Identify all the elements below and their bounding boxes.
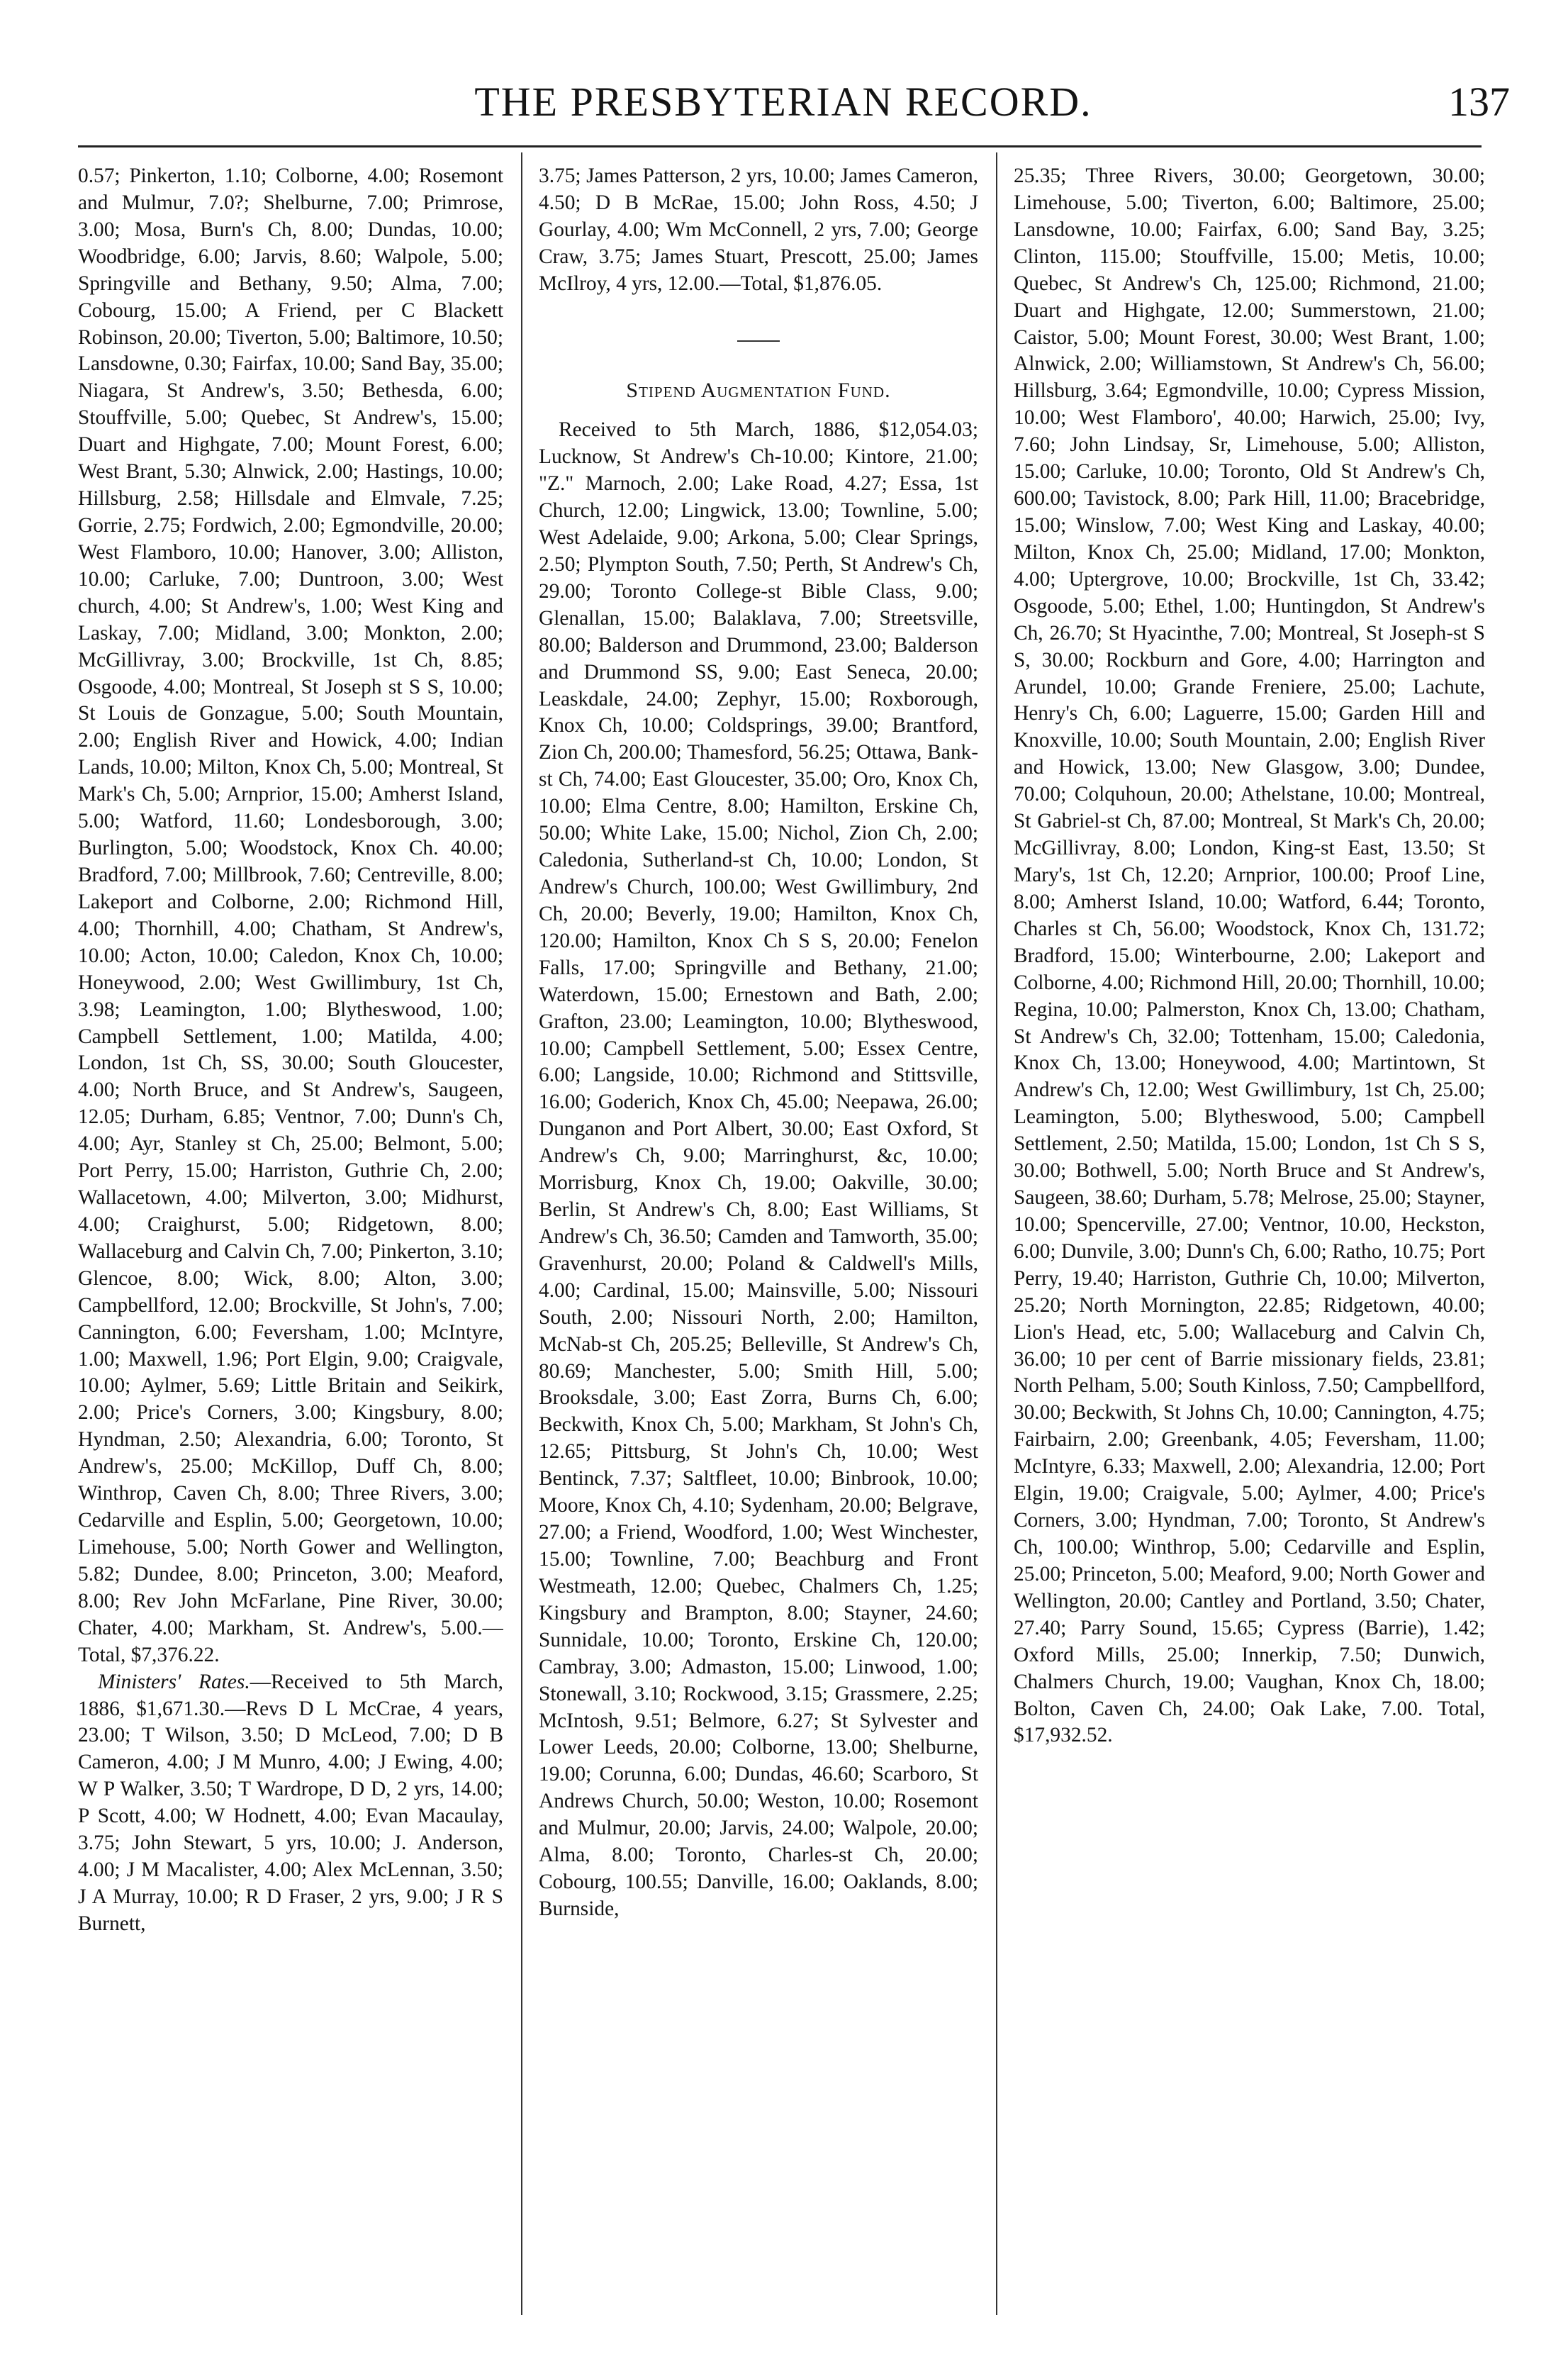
ministers-rates-heading: Ministers' Rates. [98, 1670, 250, 1693]
stipend-augmentation-heading: Stipend Augmentation Fund. [626, 378, 891, 402]
column-3-paragraph-1: 25.35; Three Rivers, 30.00; Georgetown, 30.00; Limehouse, 5.00; Tiverton, 6.00; Baltimore, 25.00; Lansdowne, 10.00; Fairfax, 6.00; Sand Bay, 3.25; Clinton, 115.00; Stouffville, 15.00; Metis, 10.00; Quebec, St Andrew's Ch, 125.00; Richmond, 21.00; Duart and Highgate, 12.00; Summerstown, 21.00; Caistor, 5.00; Mount Forest, 30.00; West Brant, 1.00; Alnwick, 2.00; Williamstown, St Andrew's Ch, 56.00; Hillsburg, 3.64; Egmondville, 10.00; Cypress Mission, 10.00; West Flamboro', 40.00; Harwich, 25.00; Ivy, 7.60; John Lindsay, Sr, Limehouse, 5.00; Alliston, 15.00; Carluke, 10.00; Toronto, Old St Andrew's Ch, 600.00; Tavistock, 8.00; Park Hill, 11.00; Bracebridge, 15.00; Winslow, 7.00; West King and Laskay, 40.00; Milton, Knox Ch, 25.00; Midland, 17.00; Monkton, 4.00; Uptergrove, 10.00; Brockville, 1st Ch, 33.42; Osgoode, 5.00; Ethel, 1.00; Huntingdon, St Andrew's Ch, 26.70; St Hyacinthe, 7.00; Montreal, St Joseph-st S S, 30.00; Rockburn and Gore, 4.00; Harrington and Arundel, 10.00; Grande Freniere, 25.00; Lachute, Henry's Ch, 6.00; Laguerre, 15.00; Garden Hill and Knoxville, 10.00; South Mountain, 2.00; English River and Howick, 13.00; New Glasgow, 3.00; Dundee, 70.00; Colquhoun, 20.00; Athelstane, 10.00; Montreal, St Gabriel-st Ch, 87.00; Montreal, St Mark's Ch, 20.00; McGillivray, 8.00; London, King-st East, 13.50; St Mary's, 1st Ch, 12.20; Arnprior, 100.00; Proof Line, 8.00; Amherst Island, 10.00; Watford, 6.44; Toronto, Charles st Ch, 56.00; Woodstock, Knox Ch, 131.72; Bradford, 15.00; Winterbourne, 2.00; Lakeport and Colborne, 4.00; Richmond Hill, 20.00; Thornhill, 10.00; Regina, 10.00; Palmerston, Knox Ch, 13.00; Chatham, St Andrew's Ch, 32.00; Tottenham, 15.00; Caledonia, Knox Ch, 13.00; Honeywood, 4.00; Martintown, St Andrew's Ch, 12.00; West Gwillimbury, 1st Ch, 25.00; Leamington, 5.00; Blytheswood, 5.00; Campbell Settlement, 2.50; Matilda, 15.00; London, 1st Ch S S, 30.00; Bothwell, 5.00; North Bruce and St Andrew's, Saugeen, 38.60; Durham, 5.78; Melrose, 25.00; Stayner, 10.00; Spencerville, 27.00; Ventnor, 10.00, Heckston, 6.00; Dunvile, 3.00; Dunn's Ch, 6.00; Ratho, 10.75; Port Perry, 19.40; Harriston, Guthrie Ch, 10.00; Milverton, 25.20; North Mornington, 22.85; Ridgetown, 40.00; Lion's Head, etc, 5.00; Wallaceburg and Calvin Ch, 36.00; 10 per cent of Barrie missionary fields, 23.81; North Pelham, 5.00; South Kinloss, 7.50; Campbellford, 30.00; Beckwith, St Johns Ch, 10.00; Cannington, 4.75; Fairbairn, 2.00; Greenbank, 4.05; Feversham, 11.00; McIntyre, 6.33; Maxwell, 2.00; Alexandria, 12.00; Port Elgin, 19.00; Craigvale, 5.00; Aylmer, 4.00; Price's Corners, 3.00; Hyndman, 7.00; Toronto, St Andrew's Ch, 100.00; Winthrop, 5.00; Cedarville and Esplin, 25.00; Princeton, 5.00; Meaford, 9.00; North Gower and Wellington, 20.00; Cantley and Portland, 3.50; Chater, 27.40; Parry Sound, 15.65; Cypress (Barrie), 1.42; Oxford Mills, 25.00; Innerkip, 7.50; Dunwich, Chalmers Church, 19.00; Vaughan, Knox Ch, 18.00; Bolton, Caven Ch, 24.00; Oak Lake, 7.00. Total, $17,932.52. [1014, 165, 1485, 1747]
column-3 [1014, 163, 1485, 2304]
column-divider-1 [521, 152, 522, 2315]
page-number: 137 [1448, 79, 1510, 125]
page-header [57, 71, 1510, 128]
ministers-rates-body: —Received to 5th March, 1886, $1,671.30.—Revs D L McCrae, 4 years, 23.00; T Wilson, 3.50; D McLeod, 7.00; D B Cameron, 4.00; J M Munro, 4.00; J Ewing, 4.00; W P Walker, 3.50; T Wardrope, D D, 2 yrs, 14.00; P Scott, 4.00; W Hodnett, 4.00; Evan Macaulay, 3.75; John Stewart, 5 yrs, 10.00; J. Anderson, 4.00; J M Macalister, 4.00; Alex McLennan, 3.50; J A Murray, 10.00; R D Fraser, 2 yrs, 9.00; J R S Burnett, [78, 1670, 503, 1935]
column-1 [78, 163, 503, 2304]
column-2 [539, 163, 978, 2304]
column-1-paragraph-1: 0.57; Pinkerton, 1.10; Colborne, 4.00; Rosemont and Mulmur, 7.0?; Shelburne, 7.00; Primrose, 3.00; Mosa, Burn's Ch, 8.00; Dundas, 10.00; Woodbridge, 6.00; Jarvis, 8.60; Walpole, 5.00; Springville and Bethany, 9.50; Alma, 7.00; Cobourg, 15.00; A Friend, per C Blackett Robinson, 20.00; Tiverton, 5.00; Baltimore, 10.50; Lansdowne, 0.30; Fairfax, 10.00; Sand Bay, 35.00; Niagara, St Andrew's, 3.50; Bethesda, 6.00; Stouffville, 5.00; Quebec, St Andrew's, 15.00; Duart and Highgate, 7.00; Mount Forest, 6.00; West Brant, 5.30; Alnwick, 2.00; Hastings, 10.00; Hillsburg, 2.58; Hillsdale and Elmvale, 7.25; Gorrie, 2.75; Fordwich, 2.00; Egmondville, 20.00; West Flamboro, 10.00; Hanover, 3.00; Alliston, 10.00; Carluke, 7.00; Duntroon, 3.00; West church, 4.00; St Andrew's, 1.00; West King and Laskay, 7.00; Midland, 3.00; Monkton, 2.00; McGillivray, 3.00; Brockville, 1st Ch, 8.85; Osgoode, 4.00; Montreal, St Joseph st S S, 10.00; St Louis de Gonzague, 5.00; South Mountain, 2.00; English River and Howick, 4.00; Indian Lands, 10.00; Milton, Knox Ch, 5.00; Montreal, St Mark's Ch, 5.00; Arnprior, 15.00; Amherst Island, 5.00; Watford, 11.60; Londesborough, 3.00; Burlington, 5.00; Woodstock, Knox Ch. 40.00; Bradford, 7.00; Millbrook, 7.60; Centreville, 8.00; Lakeport and Colborne, 2.00; Richmond Hill, 4.00; Thornhill, 4.00; Chatham, St Andrew's, 10.00; Acton, 10.00; Caledon, Knox Ch, 10.00; Honeywood, 2.00; West Gwillimbury, 1st Ch, 3.98; Leamington, 1.00; Blytheswood, 1.00; Campbell Settlement, 1.00; Matilda, 4.00; London, 1st Ch, SS, 30.00; South Gloucester, 4.00; North Bruce, and St Andrew's, Saugeen, 12.05; Durham, 6.85; Ventnor, 7.00; Dunn's Ch, 4.00; Ayr, Stanley st Ch, 25.00; Belmont, 5.00; Port Perry, 15.00; Harriston, Guthrie Ch, 2.00; Wallacetown, 4.00; Milverton, 3.00; Midhurst, 4.00; Craighurst, 5.00; Ridgetown, 8.00; Wallaceburg and Calvin Ch, 7.00; Pinkerton, 3.10; Glencoe, 8.00; Wick, 8.00; Alton, 3.00; Campbellford, 12.00; Brockville, St John's, 7.00; Cannington, 6.00; Feversham, 1.00; McIntyre, 1.00; Maxwell, 1.96; Port Elgin, 9.00; Craigvale, 10.00; Aylmer, 5.69; Little Britain and Seikirk, 2.00; Price's Corners, 3.00; Kingsbury, 8.00; Hyndman, 2.50; Alexandria, 6.00; Toronto, St Andrew's, 25.00; McKillop, Duff Ch, 8.00; Winthrop, Caven Ch, 8.00; Three Rivers, 3.00; Cedarville and Esplin, 5.00; Georgetown, 10.00; Limehouse, 5.00; North Gower and Wellington, 5.82; Dundee, 8.00; Princeton, 3.00; Meaford, 8.00; Rev John McFarlane, Pine River, 30.00; Chater, 4.00; Markham, St. Andrew's, 5.00.—Total, $7,376.22. [78, 165, 503, 1666]
column-divider-2 [996, 152, 997, 2315]
column-2-paragraph-1: 3.75; James Patterson, 2 yrs, 10.00; James Cameron, 4.50; D B McRae, 15.00; John Ross, 4.50; J Gourlay, 4.00; Wm McConnell, 2 yrs, 7.00; George Craw, 3.75; James Stuart, Prescott, 25.00; James McIlroy, 4 yrs, 12.00.—Total, $1,876.05. [539, 165, 978, 295]
page-title: THE PRESBYTERIAN RECORD. [474, 79, 1092, 125]
section-separator [737, 340, 780, 342]
stipend-augmentation-body: Received to 5th March, 1886, $12,054.03; Lucknow, St Andrew's Ch-10.00; Kintore, 21.00; "Z." Marnoch, 2.00; Lake Road, 4.27; Essa, 1st Church, 12.00; Lingwick, 13.00; Townline, 5.00; West Adelaide, 9.00; Arkona, 5.00; Clear Springs, 2.50; Plympton South, 7.50; Perth, St Andrew's Ch, 29.00; Toronto College-st Bible Class, 9.00; Glenallan, 15.00; Balaklava, 7.00; Streetsville, 80.00; Balderson and Drummond, 23.00; Balderson and Drummond SS, 9.00; East Seneca, 20.00; Leaskdale, 24.00; Zephyr, 15.00; Roxborough, Knox Ch, 10.00; Coldsprings, 39.00; Brantford, Zion Ch, 200.00; Thamesford, 56.25; Ottawa, Bank-st Ch, 74.00; East Gloucester, 35.00; Oro, Knox Ch, 10.00; Elma Centre, 8.00; Hamilton, Erskine Ch, 50.00; White Lake, 15.00; Nichol, Zion Ch, 2.00; Caledonia, Sutherland-st Ch, 10.00; London, St Andrew's Church, 100.00; West Gwillimbury, 2nd Ch, 20.00; Beverly, 19.00; Hamilton, Knox Ch, 120.00; Hamilton, Knox Ch S S, 20.00; Fenelon Falls, 17.00; Springville and Bethany, 21.00; Waterdown, 15.00; Ernestown and Bath, 2.00; Grafton, 23.00; Leamington, 10.00; Blytheswood, 10.00; Campbell Settlement, 5.00; Essex Centre, 6.00; Langside, 10.00; Richmond and Stittsville, 16.00; Goderich, Knox Ch, 45.00; Neepawa, 26.00; Dunganon and Port Albert, 30.00; East Oxford, St Andrew's Ch, 9.00; Marringhurst, &c, 10.00; Morrisburg, Knox Ch, 19.00; Oakville, 30.00; Berlin, St Andrew's Ch, 8.00; East Williams, St Andrew's Ch, 36.50; Camden and Tamworth, 35.00; Gravenhurst, 20.00; Poland & Caldwell's Mills, 4.00; Cardinal, 15.00; Mainsville, 5.00; Nissouri South, 2.00; Nissouri North, 2.00; Hamilton, McNab-st Ch, 205.25; Belleville, St Andrew's Ch, 80.69; Manchester, 5.00; Smith Hill, 5.00; Brooksdale, 3.00; East Zorra, Burns Ch, 6.00; Beckwith, Knox Ch, 5.00; Markham, St John's Ch, 12.65; Pittsburg, St John's Ch, 10.00; West Bentinck, 7.37; Saltfleet, 10.00; Binbrook, 10.00; Moore, Knox Ch, 4.10; Sydenham, 20.00; Belgrave, 27.00; a Friend, Woodford, 1.00; West Winchester, 15.00; Townline, 7.00; Beachburg and Front Westmeath, 12.00; Quebec, Chalmers Ch, 1.25; Kingsbury and Brampton, 8.00; Stayner, 24.60; Sunnidale, 10.00; Toronto, Erskine Ch, 120.00; Cambray, 3.00; Admaston, 15.00; Linwood, 1.00; Stonewall, 3.10; Rockwood, 3.15; Grassmere, 2.25; McIntosh, 9.51; Belmore, 6.27; St Sylvester and Lower Leeds, 20.00; Colborne, 13.00; Shelburne, 19.00; Corunna, 6.00; Dundas, 46.60; Scarboro, St Andrews Church, 50.00; Weston, 10.00; Rosemont and Mulmur, 20.00; Jarvis, 24.00; Walpole, 20.00; Alma, 8.00; Toronto, Charles-st Ch, 20.00; Cobourg, 100.55; Danville, 16.00; Oaklands, 8.00; Burnside, [539, 418, 978, 1920]
ministers-rates-paragraph [78, 1669, 503, 1938]
header-rule [78, 145, 1482, 147]
